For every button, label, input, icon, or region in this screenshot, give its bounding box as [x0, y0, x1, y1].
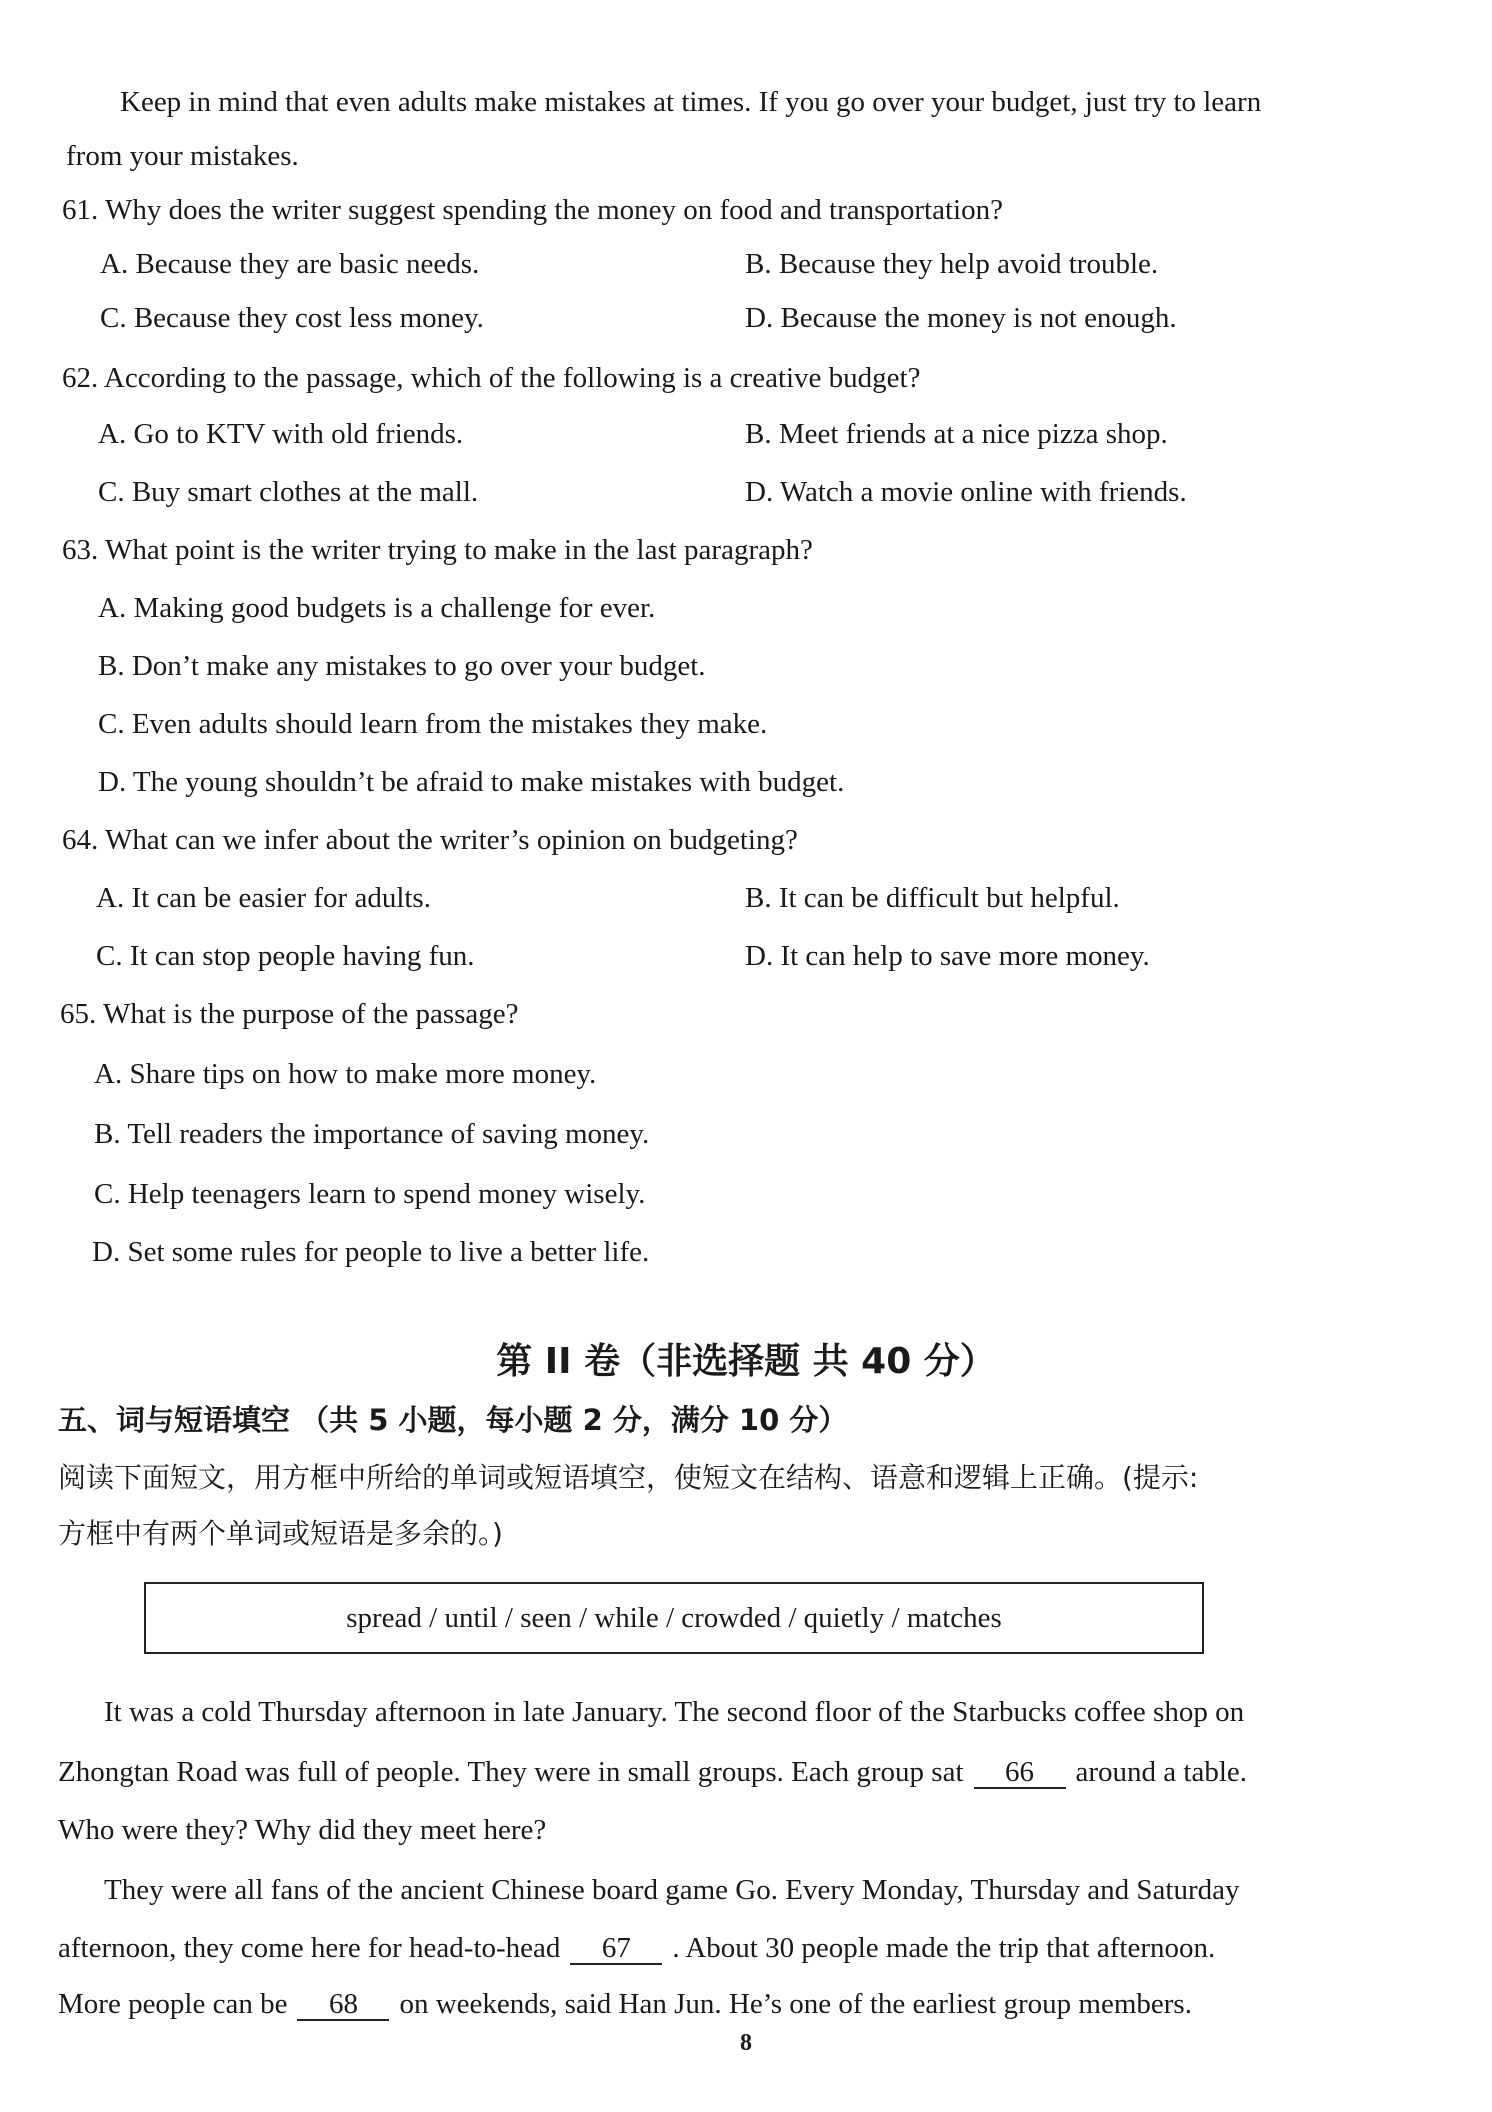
q64-option-b: B. It can be difficult but helpful. — [745, 882, 1120, 914]
passage-p1-line-2-post: around a table. — [1075, 1756, 1248, 1788]
q63-option-b: B. Don’t make any mistakes to go over your budget. — [98, 650, 706, 682]
blank-66[interactable]: 66 — [974, 1757, 1066, 1789]
intro-line-2: from your mistakes. — [66, 140, 299, 172]
passage-p1-line-1: It was a cold Thursday afternoon in late January. The second floor of the Starbucks coffee shop on — [104, 1696, 1245, 1728]
passage-p1-line-2-pre: Zhongtan Road was full of people. They were in small groups. Each group sat — [58, 1756, 964, 1788]
q61-option-d: D. Because the money is not enough. — [745, 302, 1177, 334]
q62-option-a: A. Go to KTV with old friends. — [98, 418, 464, 450]
passage-p2-line-3-post: on weekends, said Han Jun. He’s one of the earliest group members. — [399, 1988, 1192, 2020]
question-61-stem: 61. Why does the writer suggest spending the money on food and transportation? — [62, 194, 1003, 226]
q65-option-b: B. Tell readers the importance of saving money. — [94, 1118, 650, 1150]
q61-option-c: C. Because they cost less money. — [100, 302, 484, 334]
passage-p2-line-1: They were all fans of the ancient Chinese board game Go. Every Monday, Thursday and Saturday — [104, 1874, 1240, 1906]
q65-option-c: C. Help teenagers learn to spend money wisely. — [94, 1178, 646, 1210]
passage-p2-line-3-pre: More people can be — [58, 1988, 288, 2020]
q64-option-a: A. It can be easier for adults. — [96, 882, 431, 914]
q61-option-b: B. Because they help avoid trouble. — [745, 248, 1159, 280]
word-bank-text: spread / until / seen / while / crowded / quietly / matches — [346, 1601, 1002, 1634]
passage-p2-line-2 — [58, 1930, 1215, 1966]
question-63-stem: 63. What point is the writer trying to make in the last paragraph? — [62, 534, 813, 566]
question-64-stem: 64. What can we infer about the writer’s opinion on budgeting? — [62, 824, 798, 856]
q63-option-d: D. The young shouldn’t be afraid to make mistakes with budget. — [98, 766, 845, 798]
question-65-stem: 65. What is the purpose of the passage? — [60, 998, 519, 1030]
passage-p2-line-3 — [58, 1986, 1192, 2022]
passage-p2-line-2-post: . About 30 people made the trip that afternoon. — [672, 1932, 1216, 1964]
q62-option-b: B. Meet friends at a nice pizza shop. — [745, 418, 1168, 450]
q65-option-a: A. Share tips on how to make more money. — [94, 1058, 597, 1090]
passage-p1-line-3: Who were they? Why did they meet here? — [58, 1814, 547, 1846]
section-five-heading: 五、词与短语填空 （共 5 小题，每小题 2 分，满分 10 分） — [58, 1403, 848, 1437]
q64-option-d: D. It can help to save more money. — [745, 940, 1150, 972]
q65-option-d: D. Set some rules for people to live a better life. — [92, 1236, 650, 1268]
instruction-line-1: 阅读下面短文，用方框中所给的单词或短语填空，使短文在结构、语意和逻辑上正确。(提示: — [58, 1461, 1199, 1494]
q61-option-a: A. Because they are basic needs. — [100, 248, 480, 280]
page-number: 8 — [740, 2030, 752, 2056]
instruction-line-2: 方框中有两个单词或短语是多余的。) — [58, 1517, 503, 1550]
passage-p2-line-2-pre: afternoon, they come here for head-to-head — [58, 1932, 561, 1964]
passage-p1-line-2 — [58, 1754, 1247, 1790]
q62-option-c: C. Buy smart clothes at the mall. — [98, 476, 479, 508]
part-two-title: 第 II 卷（非选择题 共 40 分） — [496, 1341, 996, 1382]
blank-67[interactable]: 67 — [570, 1933, 662, 1965]
intro-line-1: Keep in mind that even adults make mistakes at times. If you go over your budget, just try to learn — [120, 86, 1262, 118]
word-bank-box — [144, 1582, 1204, 1654]
q62-option-d: D. Watch a movie online with friends. — [745, 476, 1187, 508]
question-62-stem: 62. According to the passage, which of the following is a creative budget? — [62, 362, 921, 394]
q63-option-a: A. Making good budgets is a challenge for ever. — [98, 592, 656, 624]
q63-option-c: C. Even adults should learn from the mistakes they make. — [98, 708, 768, 740]
q64-option-c: C. It can stop people having fun. — [96, 940, 475, 972]
blank-68[interactable]: 68 — [297, 1989, 389, 2021]
